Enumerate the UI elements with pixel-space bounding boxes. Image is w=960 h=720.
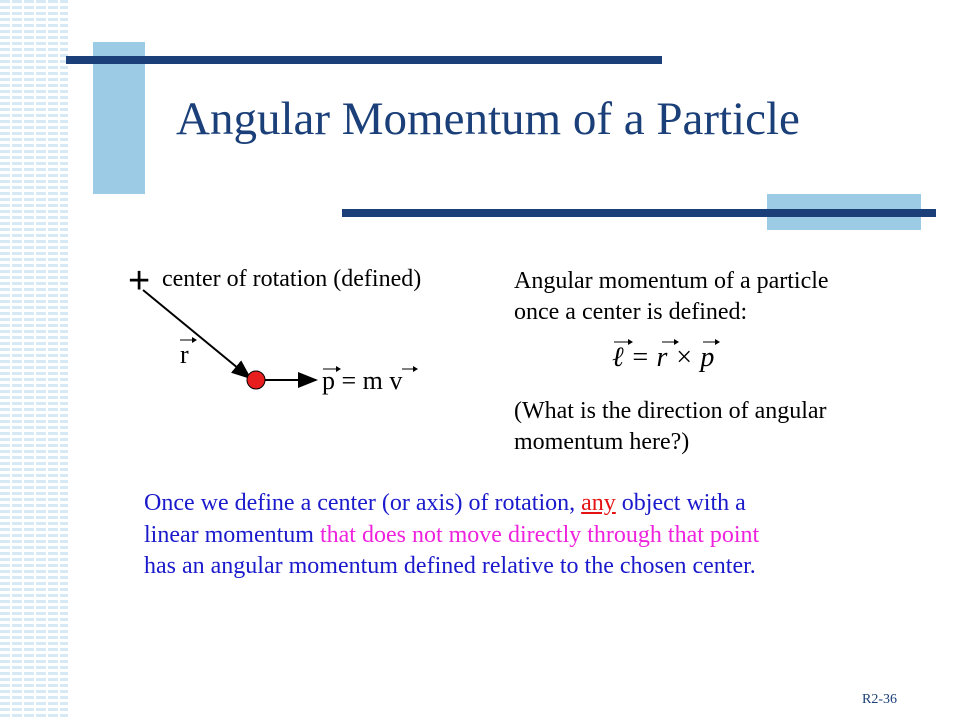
position-vector-label: r [180, 340, 189, 369]
slide-number: R2-36 [862, 692, 897, 707]
explanation-line-2: once a center is defined: [514, 299, 748, 325]
angular-momentum-formula: ℓ = r × p [612, 342, 715, 373]
summary-text-2: object with a [615, 490, 746, 516]
center-marker: + [128, 260, 151, 302]
question-line-2: momentum here?) [514, 429, 690, 455]
any-highlight: any [581, 490, 616, 516]
slide-title: Angular Momentum of a Particle [176, 93, 800, 145]
particle-dot [247, 371, 265, 389]
summary-text-1: Once we define a center (or axis) of rotation, [144, 490, 582, 516]
momentum-label: p = m v [322, 366, 403, 395]
question-line-1: (What is the direction of angular [514, 398, 827, 424]
summary-line-3: has an angular momentum defined relative to the chosen center. [144, 553, 756, 579]
p2-arrow-head [715, 339, 720, 345]
path-highlight: that does not move directly through that point [319, 522, 760, 548]
center-label: center of rotation (defined) [162, 266, 422, 292]
summary-line-1 [144, 490, 746, 517]
v-arrow-head [413, 366, 418, 372]
r-arrow-head [192, 337, 197, 343]
position-vector-arrow [143, 290, 250, 378]
explanation-line-1: Angular momentum of a particle [514, 268, 829, 294]
summary-line-2 [144, 522, 759, 549]
summary-text-3: linear momentum [144, 522, 320, 548]
